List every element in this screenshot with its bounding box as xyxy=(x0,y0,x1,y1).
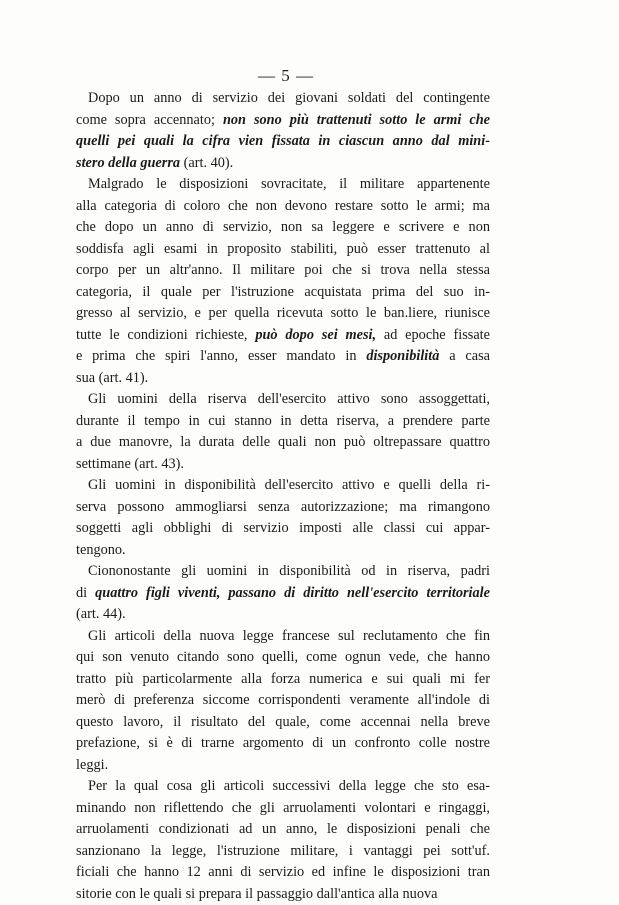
text-segment: durante il tempo in cui stanno in detta riserva, a prendere parte xyxy=(76,413,490,429)
text-segment: di xyxy=(76,585,95,601)
text-line xyxy=(76,712,490,734)
text-segment: leggi. xyxy=(76,757,108,773)
text-line xyxy=(76,518,490,540)
text-segment: soggetti agli obblighi di servizio imposti alle classi cui appar- xyxy=(76,520,490,536)
text-segment: questo lavoro, il risultato del quale, come accennai nella breve xyxy=(76,714,490,730)
text-segment: minando non riflettendo che gli arruolamenti volontari e ringaggi, xyxy=(76,800,490,816)
text-segment: merò di preferenza siccome corrispondenti veramente all'indole di xyxy=(76,692,490,708)
italic-text: può dopo sei mesi, xyxy=(255,327,376,343)
text-segment: tengono. xyxy=(76,542,126,558)
text-line xyxy=(76,432,490,454)
text-segment: settimane (art. 43). xyxy=(76,456,184,472)
text-segment: come sopra accennato; xyxy=(76,112,223,128)
document-page xyxy=(76,64,490,905)
text-segment: Ciononostante gli uomini in disponibilità od in riserva, padri xyxy=(88,563,490,579)
text-segment: (art. 44). xyxy=(76,606,126,622)
text-line xyxy=(76,131,490,153)
text-line xyxy=(76,647,490,669)
italic-text: disponibilità xyxy=(366,348,439,364)
text-line xyxy=(76,282,490,304)
text-line xyxy=(76,454,490,476)
text-segment: a casa xyxy=(439,348,490,364)
text-segment: ficiali che hanno 12 anni di servizio ed infine le disposizioni tran xyxy=(76,864,490,880)
text-line xyxy=(76,475,490,497)
italic-text: quelli pei quali la cifra vien fissata in ciascun anno dal mini- xyxy=(76,133,490,149)
text-line xyxy=(76,346,490,368)
text-segment: alla categoria di coloro che non devono restare sotto le armi; ma xyxy=(76,198,490,214)
text-segment: categoria, il quale per l'istruzione acquistata prima del suo in- xyxy=(76,284,490,300)
italic-text: stero della guerra xyxy=(76,155,180,171)
paragraph xyxy=(76,88,490,174)
text-line xyxy=(76,884,490,905)
paragraph xyxy=(76,561,490,626)
paragraph xyxy=(76,776,490,905)
text-segment: ad epoche fissate xyxy=(376,327,490,343)
text-line xyxy=(76,174,490,196)
text-segment: Malgrado le disposizioni sovracitate, il militare appartenente xyxy=(88,176,490,192)
text-segment: Gli uomini in disponibilità dell'esercito attivo e quelli della ri- xyxy=(88,477,490,493)
text-line xyxy=(76,669,490,691)
text-segment: arruolamenti condizionati ad un anno, le disposizioni penali che xyxy=(76,821,490,837)
text-line xyxy=(76,841,490,863)
text-line xyxy=(76,798,490,820)
text-line xyxy=(76,411,490,433)
text-line xyxy=(76,110,490,132)
text-line xyxy=(76,325,490,347)
text-line xyxy=(76,819,490,841)
text-segment: Gli articoli della nuova legge francese sul reclutamento che fin xyxy=(88,628,490,644)
text-segment: gresso al servizio, e per quella ricevuta sotto le ban.liere, riunisce xyxy=(76,305,490,321)
text-line xyxy=(76,497,490,519)
text-line xyxy=(76,862,490,884)
text-line xyxy=(76,583,490,605)
text-segment: Gli uomini della riserva dell'esercito attivo sono assoggettati, xyxy=(88,391,490,407)
text-line xyxy=(76,368,490,390)
text-segment: qui son venuto citando sono quelli, come ognun vede, che hanno xyxy=(76,649,490,665)
text-line xyxy=(76,540,490,562)
page-number: — 5 — xyxy=(82,64,490,88)
text-segment: e prima che spiri l'anno, esser mandato in xyxy=(76,348,366,364)
text-segment: soddisfa agli esami in proposito stabiliti, può esser trattenuto al xyxy=(76,241,490,257)
text-line xyxy=(76,690,490,712)
text-line xyxy=(76,153,490,175)
text-segment: che dopo un anno di servizio, non sa leggere e scrivere e non xyxy=(76,219,490,235)
paragraph xyxy=(76,174,490,389)
text-line xyxy=(76,196,490,218)
text-segment: Per la qual cosa gli articoli successivi della legge che sto esa- xyxy=(88,778,490,794)
text-line xyxy=(76,626,490,648)
text-line xyxy=(76,217,490,239)
text-segment: prefazione, si è di trarne argomento di un confronto colle nostre xyxy=(76,735,490,751)
italic-text: quattro figli viventi, passano di diritto nell'esercito territoriale xyxy=(95,585,490,601)
text-segment: Dopo un anno di servizio dei giovani soldati del contingente xyxy=(88,90,490,106)
text-line xyxy=(76,755,490,777)
text-line xyxy=(76,604,490,626)
text-segment: sanzionano la legge, l'istruzione militare, i vantaggi pei sott'uf. xyxy=(76,843,490,859)
text-line xyxy=(76,88,490,110)
text-segment: sitorie con le quali si prepara il passaggio dall'antica alla nuova xyxy=(76,886,437,902)
text-line xyxy=(76,733,490,755)
text-segment: sua (art. 41). xyxy=(76,370,148,386)
body-text xyxy=(76,88,490,905)
text-segment: serva possono ammogliarsi senza autorizzazione; ma rimangono xyxy=(76,499,490,515)
text-line xyxy=(76,260,490,282)
text-line xyxy=(76,776,490,798)
text-segment: corpo per un altr'anno. Il militare poi che si trova nella stessa xyxy=(76,262,490,278)
text-line xyxy=(76,561,490,583)
paragraph xyxy=(76,475,490,561)
text-line xyxy=(76,239,490,261)
text-line xyxy=(76,389,490,411)
paragraph xyxy=(76,626,490,777)
italic-text: non sono più trattenuti sotto le armi che xyxy=(223,112,490,128)
text-segment: tutte le condizioni richieste, xyxy=(76,327,255,343)
paragraph xyxy=(76,389,490,475)
text-segment: (art. 40). xyxy=(180,155,233,171)
text-segment: a due manovre, la durata delle quali non può oltrepassare quattro xyxy=(76,434,490,450)
text-line xyxy=(76,303,490,325)
text-segment: tratto più particolarmente alla forza numerica e sui quali mi fer xyxy=(76,671,490,687)
